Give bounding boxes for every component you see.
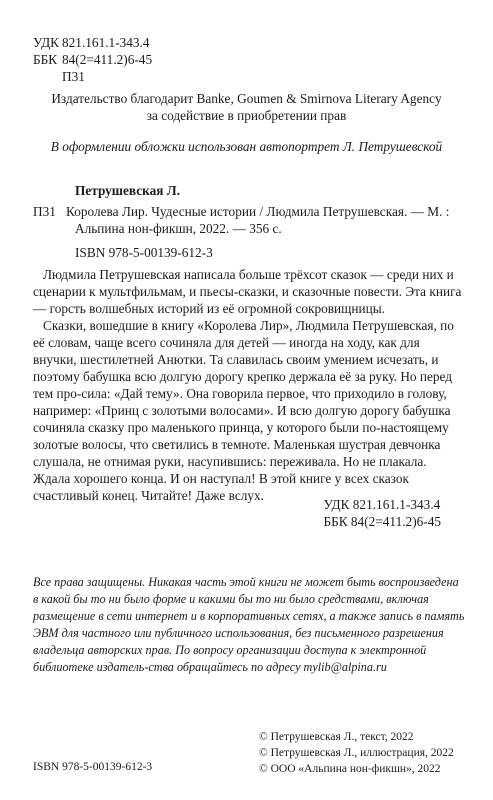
udk-label: УДК: [33, 35, 60, 50]
catalog-entry-line: [33, 203, 463, 220]
copyright-lines: [259, 729, 454, 778]
bbk-label: ББК: [33, 52, 58, 67]
author-mark-row: [33, 68, 152, 85]
author-heading: Петрушевская Л.: [75, 183, 181, 198]
footer-classification: [323, 496, 441, 530]
copyright-line: © Петрушевская Л., иллюстрация, 2022: [259, 747, 454, 760]
annotation: [33, 266, 463, 504]
catalog-imprint: Альпина нон-фикшн, 2022. — 356 с.: [75, 221, 282, 236]
isbn-footer: ISBN 978-5-00139-612-3: [33, 761, 153, 773]
bbk-row: [33, 51, 152, 68]
catalog-code: П31: [33, 204, 56, 219]
catalog-title: Королева Лир. Чудесные истории / Людмила Петрушевская. — М. :: [66, 204, 450, 219]
publisher-thanks: [0, 90, 493, 124]
annotation-paragraph: Людмила Петрушевская написала больше трёхсот сказок — среди них и сценарии к мультфильмам, и пьесы-сказки, и сказочные повести. Эта книга — горсть волшебных историй из её огромной сокровищницы.: [33, 267, 462, 316]
publisher-thanks-line: Издательство благодарит Banke, Goumen & Smirnova Literary Agency: [51, 91, 442, 106]
udk-value: 821.161.1-343.4: [62, 35, 150, 50]
bbk-value: 84(2=411.2)6-45: [62, 52, 153, 67]
rights-notice: Все права защищены. Никакая часть этой книги не может быть воспроизведена в какой бы то ни было форме и какими бы то ни было средствами, включая размещение в сети интернет и в корпоративных сетях, а также запись в память ЭВМ для частного или публичного использования, без письменного разрешения владельца авторских прав. По вопросу организации доступа к электронной библиотеке издатель-ства обращайтесь по адресу mylib@alpina.ru: [33, 575, 465, 675]
footer-bbk: ББК 84(2=411.2)6-45: [323, 514, 441, 529]
footer-udk: УДК 821.161.1-343.4: [323, 497, 441, 512]
publisher-thanks-line: за содействие в приобретении прав: [146, 108, 347, 123]
annotation-paragraph: Сказки, вошедшие в книгу «Королева Лир», Людмила Петрушевская, по её словам, чаще всего сочиняла для детей — иногда на ходу, как для внучки, шестилетней Анютки. Та славилась своим умением исчезать, и поэтому бабушка всю долгую дорогу крепко держала её за руку. Но перед тем про-сила: «Дай тему». Она говорила первое, что приходило в голову, например: «Принц с золотыми волосами». И всю долгую дорогу бабушка сочиняла сказку про маленького принца, у которого были по-настоящему золотые волосы, что светились в темноте. Маленькая шустрая девчонка слушала, не отнимая руки, насупившись: переживала. Но не плакала. Ждала хорошего конца. И он наступал! В этой книге у всех сказок счастливый конец. Читайте! Даже вслух.: [33, 318, 454, 503]
cover-note: В оформлении обложки использован автопортрет Л. Петрушевской: [50, 139, 443, 154]
catalog-entry: [33, 203, 463, 237]
catalog-isbn: ISBN 978-5-00139-612-3: [75, 245, 213, 260]
udk-row: [33, 34, 152, 51]
author-mark: П31: [62, 69, 85, 84]
copyright-line: © ООО «Альпина нон-фикшн», 2022: [259, 763, 441, 776]
classification-codes: [33, 34, 152, 85]
copyright-line: © Петрушевская Л., текст, 2022: [259, 731, 414, 743]
